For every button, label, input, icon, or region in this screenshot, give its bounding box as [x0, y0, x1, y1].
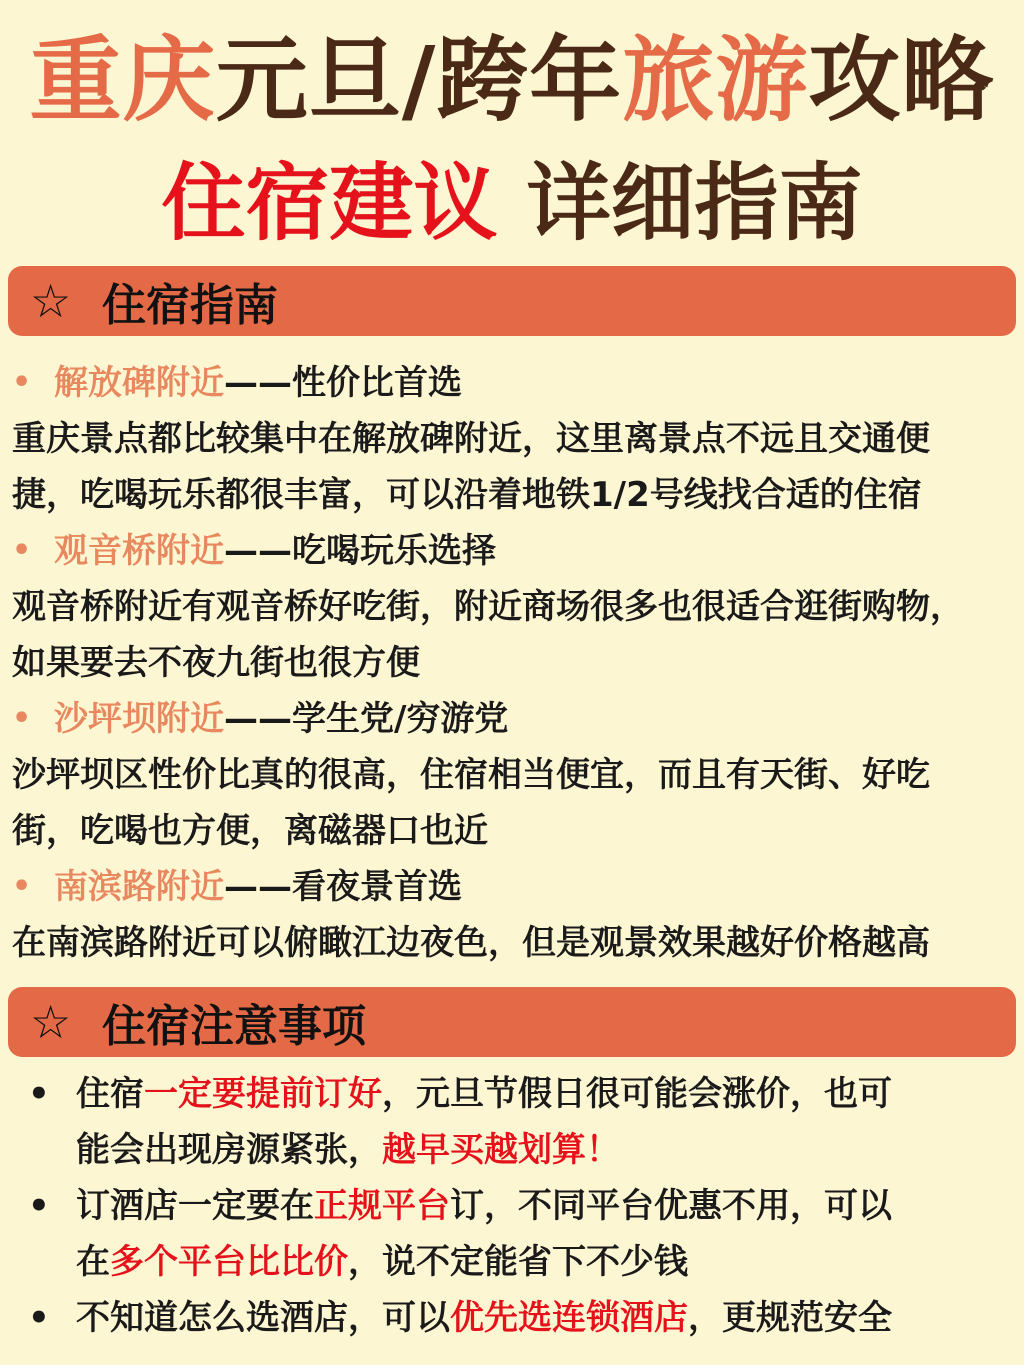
title-part-guide: 攻略: [808, 27, 995, 134]
note-line: [28, 1290, 1008, 1346]
title-part-city: 重庆: [29, 27, 216, 134]
note-highlight: 越早买越划算！: [382, 1130, 620, 1170]
title-part-holiday: 元旦/跨年: [215, 27, 623, 134]
star-icon: ☆: [30, 274, 72, 328]
page-subtitle: [0, 148, 1024, 258]
section-title: 住宿指南: [102, 280, 278, 331]
location-heading: [12, 355, 1016, 411]
location-tag: ——性价比首选: [224, 363, 462, 403]
note-text: ，更规范安全: [688, 1298, 892, 1338]
bullet-icon: •: [28, 1298, 50, 1338]
note-highlight: 一定要提前订好: [144, 1074, 382, 1114]
bullet-icon: •: [12, 701, 32, 736]
location-description-line: 如果要去不夜九街也很方便: [12, 643, 420, 683]
bullet-icon: •: [12, 869, 32, 904]
location-tag: ——看夜景首选: [224, 867, 462, 907]
note-text: 订酒店一定要在: [76, 1186, 314, 1226]
bullet-icon: •: [12, 533, 32, 568]
page-title: [0, 22, 1024, 140]
note-text: 在: [76, 1242, 110, 1282]
location-tag: ——学生党/穷游党: [224, 699, 509, 739]
subtitle-part-stay: 住宿建议: [161, 154, 498, 252]
location-name: 南滨路附近: [54, 867, 224, 907]
bullet-icon: •: [28, 1074, 50, 1114]
note-text: ，元旦节假日很可能会涨价，也可: [382, 1074, 892, 1114]
note-highlight: 正规平台: [314, 1186, 450, 1226]
note-text: 订，不同平台优惠不用，可以: [450, 1186, 892, 1226]
note-line: [28, 1066, 1008, 1122]
note-text: 住宿: [76, 1074, 144, 1114]
section-title: 住宿注意事项: [102, 1001, 366, 1052]
location-tag: ——吃喝玩乐选择: [224, 531, 496, 571]
location-heading: [12, 691, 1016, 747]
section-banner-stay-guide: [8, 266, 1016, 336]
location-description-line: 在南滨路附近可以俯瞰江边夜色，但是观景效果越好价格越高: [12, 923, 930, 963]
stay-notes-list: [28, 1066, 1008, 1346]
location-name: 解放碑附近: [54, 363, 224, 403]
location-heading: [12, 859, 1016, 915]
subtitle-part-guide: 详细指南: [497, 154, 863, 252]
note-line: [28, 1234, 1008, 1290]
location-description-line: 观音桥附近有观音桥好吃街，附近商场很多也很适合逛街购物，: [12, 587, 964, 627]
stay-guide-list: [12, 355, 1016, 971]
location-description-line: 重庆景点都比较集中在解放碑附近，这里离景点不远且交通便: [12, 419, 930, 459]
note-line: [28, 1178, 1008, 1234]
bullet-icon: •: [28, 1186, 50, 1226]
note-text: ，说不定能省下不少钱: [348, 1242, 688, 1282]
note-text: 不知道怎么选酒店，可以: [76, 1298, 450, 1338]
title-part-travel: 旅游: [622, 27, 809, 134]
note-highlight: 优先选连锁酒店: [450, 1298, 688, 1338]
note-text: 能会出现房源紧张，: [76, 1130, 382, 1170]
note-line: [28, 1122, 1008, 1178]
location-name: 观音桥附近: [54, 531, 224, 571]
section-banner-stay-notes: [8, 987, 1016, 1057]
location-description-line: 沙坪坝区性价比真的很高，住宿相当便宜，而且有天街、好吃: [12, 755, 930, 795]
bullet-icon: •: [12, 365, 32, 400]
location-heading: [12, 523, 1016, 579]
location-name: 沙坪坝附近: [54, 699, 224, 739]
note-highlight: 多个平台比比价: [110, 1242, 348, 1282]
location-description-line: 捷，吃喝玩乐都很丰富，可以沿着地铁1/2号线找合适的住宿: [12, 475, 922, 515]
location-description-line: 街，吃喝也方便，离磁器口也近: [12, 811, 488, 851]
star-icon: ☆: [30, 995, 72, 1049]
